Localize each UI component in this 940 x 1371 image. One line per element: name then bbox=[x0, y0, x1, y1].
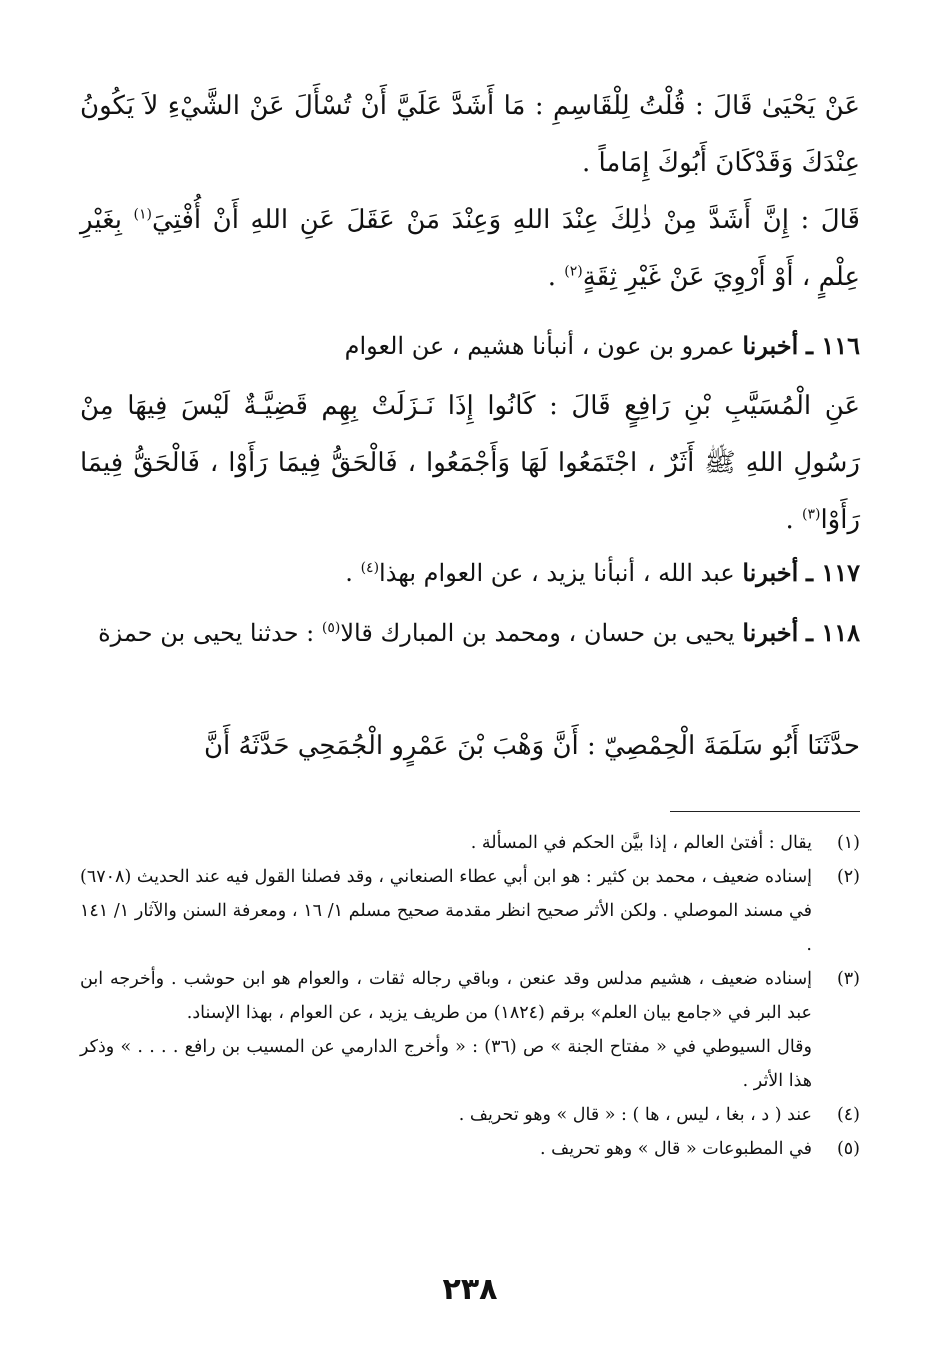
page-number: ٢٣٨ bbox=[442, 1272, 498, 1307]
footnote-body bbox=[80, 962, 812, 1098]
paragraph-text: حدَّثَنَا أَبُو سَلَمَةَ الْحِمْصِيّ : أَنَّ وَهْبَ بْنَ عَمْرٍو الْجُمَحِي حَدَّثَهُ أَنَّ bbox=[203, 731, 860, 761]
hadith-number: ١١٨ ـ bbox=[805, 618, 860, 647]
hadith-number: ١١٧ ـ bbox=[805, 558, 860, 587]
paragraph-abu-salama bbox=[80, 718, 860, 775]
footnote-body bbox=[80, 860, 812, 962]
footnote-text: وقال السيوطي في « مفتاح الجنة » ص (٣٦) : « وأخرج الدارمي عن المسيب بن رافع . . . . » وذكر هذا الأثر . bbox=[80, 1037, 812, 1091]
footnote-text: يقال : أفتىٰ العالم ، إذا بيَّن الحكم في المسألة . bbox=[470, 833, 812, 853]
footnote-body bbox=[80, 1098, 812, 1132]
footnote-number: (٣) bbox=[836, 969, 860, 989]
hadith-chain: عبد الله ، أنبأنا يزيد ، عن العوام بهذا bbox=[379, 559, 743, 587]
paragraph-text-part: . bbox=[547, 262, 565, 292]
footnotes-section bbox=[80, 826, 860, 1166]
paragraph-text: عَنْ يَحْيَىٰ قَالَ : قُلْتُ لِلْقَاسِمِ : مَا أَشَدَّ عَلَيَّ أَنْ تُسْأَلَ عَنْ الشَّيْءِ لاَ يَكُونُ عِنْدَكَ وَقَدْكَانَ أَبُوكَ إِمَاماً . bbox=[80, 91, 860, 178]
footnote-ref-1[interactable]: (١) bbox=[133, 206, 152, 223]
hadith-akhbarana: أخبرنا bbox=[742, 618, 799, 647]
hadith-heading-117 bbox=[80, 547, 860, 599]
footnote-number: (٥) bbox=[836, 1139, 860, 1159]
paragraph-text-part: بِغَيْرِ عِلْمٍ ، أَوْ أَرْوِيَ عَنْ غَيْرِ ثِقَةٍ bbox=[80, 205, 860, 292]
footnote-ref-2[interactable]: (٢) bbox=[564, 263, 583, 280]
footnote-text: إسناده ضعيف ، محمد بن كثير : هو ابن أبي عطاء الصنعاني ، وقد فصلنا القول فيه عند الحديث (٦٧٠٨) في مسند الموصلي . ولكن الأثر صحيح انظر مقدمة صحيح مسلم ١/ ١٦ ، ومعرفة السنن والآثار ١/ ١٤١ . bbox=[80, 867, 812, 955]
footnote-text: عند ( د ، بغا ، ليس ، ها ) : « قال » وهو تحريف . bbox=[458, 1105, 812, 1125]
footnote-item-3 bbox=[80, 962, 860, 1098]
footnote-divider bbox=[670, 811, 860, 812]
footnote-ref-5[interactable]: (٥) bbox=[321, 620, 341, 636]
paragraph-yahya-qasim bbox=[80, 78, 860, 192]
hadith-akhbarana: أخبرنا bbox=[742, 331, 799, 360]
paragraph-text-part: عَنِ الْمُسَيَّبِ بْنِ رَافِعٍ قَالَ : كَانُوا إِذَا نَـزَلَتْ بِهِم قَضِيَّـةٌ لَيْسَ فِيهَا مِنْ رَسُولِ اللهِ ﷺ أَثَرٌ ، اجْتَمَعُوا لَهَا وَأَجْمَعُوا ، فَالْحَقُّ فِيمَا رَأَوْا ، فَالْحَقُّ فِيمَا رَأَوْا bbox=[80, 391, 860, 535]
footnote-number: (٤) bbox=[836, 1105, 860, 1125]
footnote-item-1 bbox=[80, 826, 860, 860]
hadith-number: ١١٦ ـ bbox=[805, 331, 860, 360]
hadith-chain: يحيى بن حسان ، ومحمد بن المبارك قالا bbox=[340, 619, 743, 647]
footnote-item-4 bbox=[80, 1098, 860, 1132]
footnote-item-5 bbox=[80, 1132, 860, 1166]
footnote-ref-3[interactable]: (٣) bbox=[801, 506, 821, 523]
footnote-item-2 bbox=[80, 860, 860, 962]
paragraph-text-part: قَالَ : إِنَّ أَشَدَّ مِنْ ذٰلِكَ عِنْدَ اللهِ وَعِنْدَ مَنْ عَقَلَ عَنِ اللهِ أَنْ أُفْتِيَ bbox=[151, 205, 860, 235]
footnote-text: في المطبوعات « قال » وهو تحريف . bbox=[539, 1139, 812, 1159]
hadith-chain-tail: : حدثنا يحيى بن حمزة bbox=[98, 619, 322, 647]
footnote-number: (١) bbox=[836, 833, 860, 853]
paragraph-musayyab bbox=[80, 378, 860, 549]
hadith-akhbarana: أخبرنا bbox=[742, 558, 799, 587]
footnote-text: إسناده ضعيف ، هشيم مدلس وقد عنعن ، وباقي رجاله ثقات ، والعوام هو ابن حوشب . وأخرجه ابن عبد البر في «جامع بيان العلم» برقم (١٨٢٤) من طريف يزيد ، عن العوام ، بهذا الإسناد. bbox=[80, 969, 812, 1023]
footnote-body bbox=[80, 826, 812, 860]
hadith-chain-tail: . bbox=[345, 559, 361, 587]
paragraph-qala-ashadd bbox=[80, 192, 860, 306]
hadith-chain: عمرو بن عون ، أنبأنا هشيم ، عن العوام bbox=[344, 332, 743, 360]
hadith-heading-116 bbox=[80, 320, 860, 372]
hadith-heading-118 bbox=[80, 607, 860, 659]
footnote-number: (٢) bbox=[836, 867, 860, 887]
footnote-body bbox=[80, 1132, 812, 1166]
footnote-ref-4[interactable]: (٤) bbox=[360, 560, 380, 576]
paragraph-text-part: . bbox=[785, 505, 802, 535]
